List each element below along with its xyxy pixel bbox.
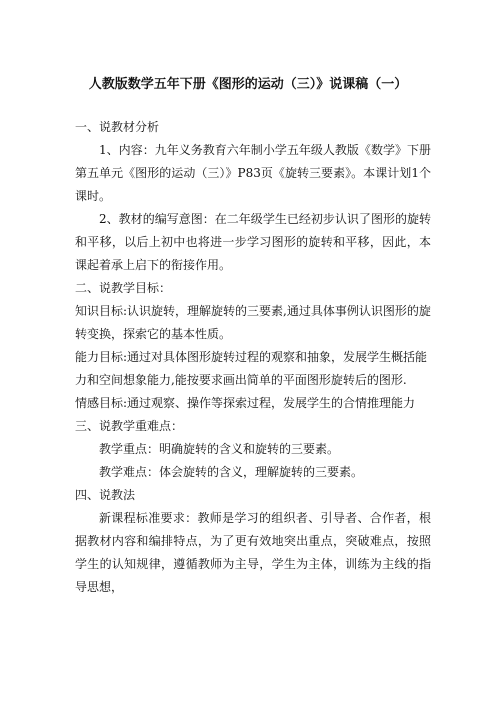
section-heading-teaching-material: 一、说教材分析 — [75, 120, 160, 134]
difficult-point-text: 教学难点：体会旋转的含义，理解旋转的三要素。 — [99, 465, 364, 479]
teaching-method-paragraph: 新课程标准要求：教师是学习的组织者、引导者、合作者，根据教材内容和编排特点，为了更有效地突出重点，突破难点，按照学生的认知规律，遵循教师为主导，学生为主体，训练为主线的指导思想， — [75, 511, 431, 594]
document-title: 人教版数学五年下册《图形的运动（三）》说课稿（一） — [88, 77, 408, 92]
emotion-goal-text: 情感目标:通过观察、操作等探索过程，发展学生的合情推理能力 — [75, 396, 416, 410]
section-heading-teaching-method: 四、说教法 — [75, 488, 136, 502]
knowledge-goal-text: 知识目标:认识旋转，理解旋转的三要素,通过具体事例认识图形的旋转变换，探索它的基本性质。 — [75, 304, 431, 341]
key-point-text: 教学重点：明确旋转的含义和旋转的三要素。 — [99, 442, 340, 456]
paragraph-content: 1、内容：九年义务教育六年制小学五年级人教版《数学》下册第五单元《图形的运动（三）》P83页《旋转三要素》。本课计划1个课时。 — [75, 143, 431, 203]
section-heading-key-points: 三、说教学重难点： — [75, 419, 184, 433]
section-heading-teaching-goals: 二、说教学目标： — [75, 281, 172, 295]
paragraph-writing-intent: 2、教材的编写意图：在二年级学生已经初步认识了图形的旋转和平移，以后上初中也将进一步学习图形的旋转和平移，因此，本课起着承上启下的衔接作用。 — [75, 212, 431, 272]
ability-goal-text: 能力目标:通过对具体图形旋转过程的观察和抽象，发展学生概括能力和空间想象能力,能按要求画出简单的平面图形旋转后的图形. — [75, 350, 428, 387]
document-body — [75, 116, 431, 599]
